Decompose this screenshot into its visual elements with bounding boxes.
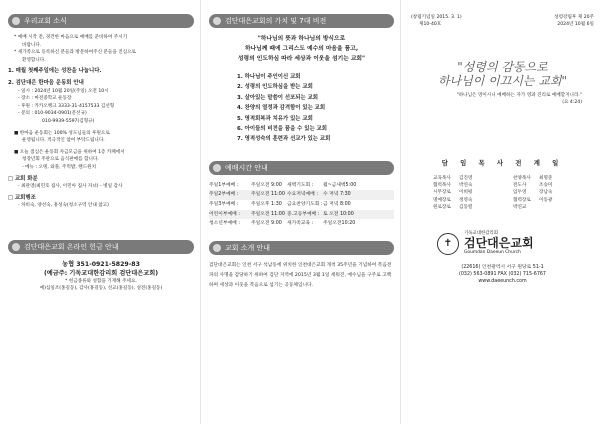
note-line: - 메뉴 : 오뎅, 와플, 주먹밥, 핸드원치	[22, 164, 97, 170]
news-item-3: □ 교회 화분	[8, 175, 38, 182]
vision-item: 1. 하나님이 주인이신 교회	[237, 74, 301, 80]
denomination: 기독교대한감리회	[464, 231, 498, 237]
event-detail: - 후원 : 카카오뱅크 3333-31-4157533 김선형	[18, 103, 115, 109]
issue-line-1	[411, 14, 594, 21]
note-line: 운영됩니다. 적극적인 참여 부탁드립니다.	[22, 138, 105, 144]
vision-item: 6. 아이들의 비전을 품을 수 있는 교회	[237, 126, 327, 133]
donation-holder: (예금주: 기독교대한감리회 검단대은교회)	[43, 269, 159, 277]
right-panel	[400, 0, 600, 424]
intro-header: 교회 소개 안내	[209, 241, 394, 255]
bulletin-date: 2024년 10월 6일	[557, 22, 594, 27]
vision-item: 7. 영적성숙의 훈련과 선교가 있는 교회	[237, 136, 331, 143]
event-detail: - 장소 : 마전중학교 운동장	[18, 96, 72, 102]
bulletin-title: "성령의 감동으로 하나님이 이끄시는 교회"	[437, 60, 568, 88]
bullet-icon	[12, 243, 20, 251]
donation-header: 검단대은교회 온라인 헌금 안내	[8, 240, 194, 254]
bullet-icon	[213, 244, 221, 252]
worship-row: 주일2부예배 : 주일오전 11:00 수요저녁예배 : 수 저녁 7:30	[209, 190, 394, 200]
vision-header: 검단대은교회의 가치 및 7대 비전	[209, 14, 394, 28]
event-detail: - 문의 : 010-9034-0901(문선규)	[18, 111, 87, 117]
worship-table	[209, 181, 394, 229]
event-detail: 010-9939-5597(김형규)	[42, 118, 95, 124]
news-item-2: 2. 검단대은 한마음 운동회 안내	[8, 79, 84, 86]
news-line: * 새가족으로 등록하신 분들과 방문하여주신 분들을 진심으로	[14, 50, 136, 56]
vision-item: 5. 영적회복과 치유가 있는 교회	[237, 115, 313, 122]
staff-list: 교육목사 김진영 찬양목사 최명준 협력목사 박연숙 전도사 조승미 시무장로 이희평 임두영 장남숙 명예장로 정영숙 협력장로 이동광 원로장로 김동렬 박연교	[433, 176, 553, 210]
church-name-english: Goumdan Daeeun Church	[464, 250, 521, 256]
phone: (032) 563-0891 FAX (032) 715-6767	[459, 272, 546, 278]
note-line: ■ 오늘 점심은 운동회 자금모금을 위하여 1층 카페에서	[14, 149, 125, 155]
news-item-3-detail: - 최관영(최민호 집사, 이민아 집사 자녀) - 병일 감사	[18, 184, 123, 190]
note-line: 청장년회 주관으로 음식판매를 합니다.	[22, 157, 99, 163]
vision-item: 3. 살아있는 말씀이 선포되는 교회	[237, 94, 319, 101]
worship-row: 청소년부예배 : 주일오전 9:00 새가족교육 : 주일오전10:20	[209, 221, 356, 227]
issue-line-2	[411, 21, 594, 28]
church-intro: 검단대은교회는 인천 서구 석남동에 위치한 인천대은교회 개척 35주년을 기념하여 복음전파의 사명을 감당하기 위하여 검단 지역에 2015년 3월 1일 세워진, 예수님을 구주로 고백하며 세상과 이웃을 복음으로 섬기는 공동체입니다.	[209, 262, 392, 288]
church-name: 검단대은교회	[464, 236, 534, 251]
website: www.daeeunch.com	[478, 279, 527, 285]
vision-list	[237, 72, 394, 145]
left-panel	[0, 0, 200, 424]
bible-verse: "하나님은 영이시니 예배하는 자가 영과 진리로 예배할지니라." (요 4:24)	[456, 93, 582, 105]
vision-item: 4. 찬양의 열정과 감격함이 있는 교회	[237, 105, 326, 112]
liturgical-week: 성령강림후 제 20주	[554, 15, 594, 20]
worship-row: 주일3부예배 : 주일오후 1:30 금요찬양기도회 : 금 저녁 8:00	[209, 202, 351, 208]
vision-item: 2. 성령의 인도하심을 받는 교회	[237, 84, 313, 91]
news-item-4-detail: - 차비숙, 양선숙, 홍성숙(청소구역 안내 참고)	[18, 203, 109, 209]
news-header: 우리교회 소식	[8, 14, 194, 28]
news-line: 환영합니다.	[22, 57, 46, 63]
founded-date: (창립기념일 2015. 3. 1)	[411, 15, 462, 20]
church-logo	[437, 231, 594, 256]
news-item-1: 1. 매월 첫째주일에는 성찬을 나눕니다.	[8, 68, 102, 75]
worship-header: 예배시간 안내	[209, 161, 394, 175]
donation-example: 예)십일조(홍길동), 감사(홍길동), 선교(홍길동), 성전(홍길동)	[39, 285, 163, 291]
bullet-icon	[213, 17, 221, 25]
worship-row: 주일1부예배 : 주일오전 9:00 새벽기도회 : 월~금새벽5:00	[209, 182, 357, 188]
donation-info	[8, 260, 194, 292]
vision-quote: "하나님의 뜻과 하나님의 방식으로 하나님께 때에 그리스도 예수의 마음을 품고, 성령의 인도하심 따라 세상과 이웃을 섬기는 교회"	[237, 36, 366, 62]
contact-info	[411, 264, 594, 285]
donation-account: 농협 351-0921-5829-83	[62, 260, 140, 268]
issue-volume: 제10-40호	[419, 22, 442, 27]
event-detail: - 일시 : 2024년 10월 20일(주일) 오전 10시	[18, 88, 109, 94]
news-item-4: □ 교회행조	[8, 194, 36, 201]
bullet-icon	[12, 17, 20, 25]
note-line: ■ 한마음 운동회는 100% 성도님들의 후원으로	[14, 130, 110, 136]
cross-icon: ✝	[437, 233, 459, 255]
donation-note: * 헌금종류와 성함을 기재해 주세요.	[65, 278, 137, 284]
news-line: * 예배 시작 전, 경건한 마음으로 예배를 준비하여 주시기	[14, 35, 128, 40]
address: (22616) 인천광역시 서구 원당로 51-1	[461, 265, 544, 271]
worship-row: 어린이부예배 : 주일오전 11:00 중.고등부예배 : 토 오전 10:00	[209, 210, 394, 220]
middle-panel	[200, 0, 400, 424]
bullet-icon	[213, 164, 221, 172]
senior-pastor: 담 임 목 사 전 계 일	[441, 159, 564, 167]
news-line: 바랍니다.	[22, 42, 42, 48]
